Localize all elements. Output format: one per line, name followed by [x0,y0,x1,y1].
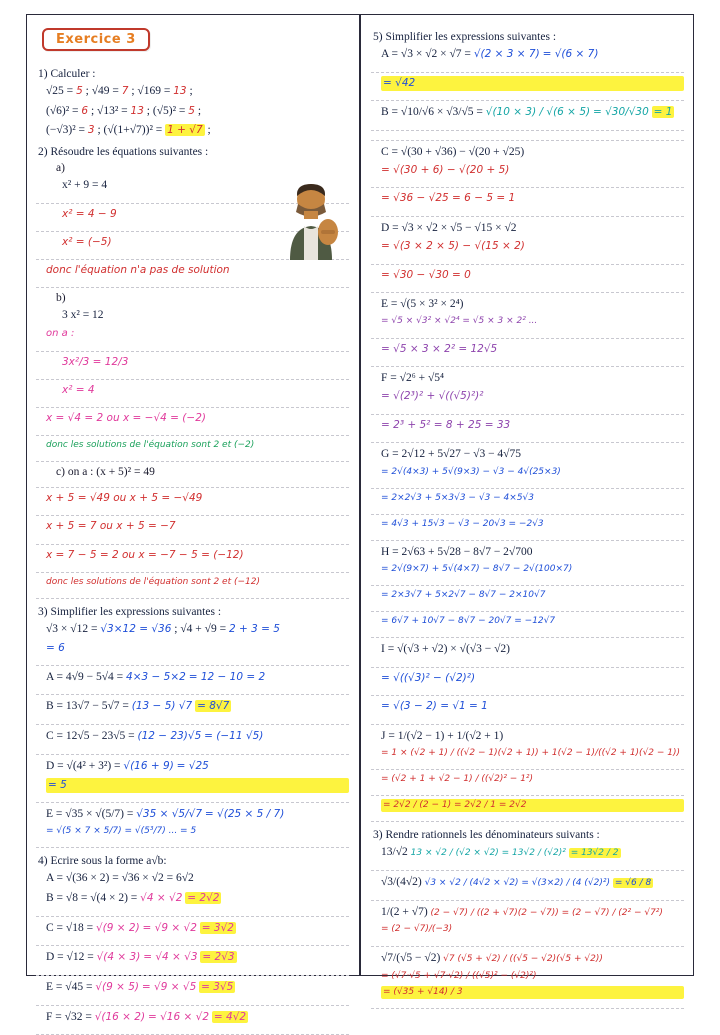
q4-row-1: A = √(36 × 2) = √36 × √2 = 6√2 [46,872,194,885]
q3b-row-1-ink-2: = 13√2 / (√2)² [501,848,566,859]
q4-row-3-print: C = √18 = [46,921,94,934]
q4-row-5-print: E = √45 = [46,981,93,994]
q4-row-4-ink-1: √(4 × 3) [96,951,141,964]
question-3-label: 3) Simplifier les expressions suivantes : [38,605,222,618]
q5-row-B-ink-1: √(10 × 3) / √(6 × 5) [485,105,591,118]
q4-row-3-ink-2: = √9 × √2 [142,921,197,934]
q1-row-3-print-2: ; (√(1+√7))² = [97,124,163,137]
q4-row-5-ink-1: √(9 × 5) [95,981,140,994]
q5-row-B-ink-2: = √30/√30 [592,105,649,118]
question-2-label: 2) Résoudre les équations suivantes : [38,146,209,159]
q2b-work-0: on a : [46,328,75,340]
q4-row-3-ink-3: = 3√2 [201,921,234,934]
q5-row-A-ink-3: = √42 [381,76,684,91]
q3b-row-1-print: 13/√2 [381,846,408,859]
q3-row-1-ink-3: 2 + 3 = 5 [228,622,280,635]
q1-row-2-print-4: ; [197,104,202,117]
right-column [361,14,694,998]
avatar-stop-hand [276,182,346,260]
q3-row-5-print: D = √(4² + 3²) = [46,759,121,772]
q1-row-1 [46,83,349,100]
q4-row-2-ink-1: √4 × √2 [140,892,183,905]
q2c-work-4: donc les solutions de l'équation sont 2 et (−12) [46,576,260,587]
q1-row-1-print-3: ; √169 = [131,85,171,97]
q2c-work-3: x = 7 − 5 = 2 ou x = −7 − 5 = (−12) [46,548,244,561]
q3-row-4 [46,728,349,745]
q3-row-2 [46,669,349,686]
q3b-row-4-ink-1: √7 (√5 + √2) / ((√5 − √2)(√5 + √2)) [443,954,603,965]
q3-row-1-print-2: ; √4 + √9 = [174,622,227,635]
q4-row-6-ink-2: = √16 × √2 [147,1010,209,1023]
q2b-work-3: x = √4 = 2 ou x = −√4 = (−2) [46,411,206,424]
q5-row-F-ink-2: = 2³ + 5² = 8 + 25 = 33 [381,418,511,431]
q1-row-2-answer-2: 13 [130,104,144,117]
q1-row-2-print-2: ; √13² = [90,104,128,117]
q5-row-C-ink-1: = √(30 + 6) − √(20 + 5) [381,164,510,177]
q5-row-C-ink-2: = √36 − √25 = 6 − 5 = 1 [381,192,516,205]
q1-row-1-answer-3: 13 [173,85,187,97]
q3-row-2-ink-1: 4×3 − 5×2 [126,670,186,683]
q3b-row-2-ink-3: = √6 / 8 [614,878,652,889]
q1-row-2 [46,103,349,120]
q5-row-B-ink-3: = 1 [653,105,673,118]
q5-row-B-print: B = √10/√6 × √3/√5 = [381,105,483,118]
q2c-label-text: c) [56,466,65,479]
q5-row-J-ink-1: = 1 × (√2 + 1) / ((√2 − 1)(√2 + 1)) + 1(√2 − 1)/((√2 + 1)(√2 − 1)) [381,748,681,759]
q5-row-A-ink-2: = √(6 × 7) [542,48,599,60]
q1-row-3-print: (−√3)² = [46,124,86,137]
q3b-row-2 [381,874,684,891]
q1-row-3-answer-1: 3 [87,124,95,137]
q5-row-G-ink-1: = 2√(4×3) + 5√(9×3) − √3 − 4√(25×3) [381,466,561,477]
q3b-row-4-ink-3: = (√35 + √14) / 3 [381,986,684,999]
q3b-row-4-print: √7/(√5 − √2) [381,952,441,965]
q4-row-6 [46,1009,349,1026]
q4-row-3 [46,920,349,937]
q1-row-2-answer-1: 6 [81,104,89,117]
q1-row-1-answer-1: 5 [76,85,83,97]
q4-row-6-print: F = √32 = [46,1010,92,1023]
q5-row-I-ink-1: = √((√3)² − (√2)²) [381,672,476,685]
q2a-equation: x² + 9 = 4 [62,179,108,192]
q5-row-B [381,104,684,121]
q5-row-E-ink-2: = √5 × 3 × 2² = 12√5 [381,342,498,355]
q1-row-2-print: (√6)² = [46,104,79,117]
q3-row-6 [46,806,349,823]
q3b-row-3 [381,904,684,937]
q3-row-1 [46,621,349,638]
q5-row-H-ink-1: = 2√(9×7) + 5√(4×7) − 8√7 − 2√(100×7) [381,564,573,575]
q5-row-E-ink-1: = √5 × √3² × √2⁴ = √5 × 3 × 2² ... [381,316,538,327]
q2c-work-1: x + 5 = √49 ou x + 5 = −√49 [46,492,203,505]
q3-row-1-ink-1: √3×12 = √36 [100,622,172,635]
q3-row-2-print: A = 4√9 − 5√4 = [46,670,124,683]
q5-row-C-print: C = √(30 + √36) − √(20 + √25) [381,145,525,158]
q3b-row-3-ink-1: (2 − √7) / ((2 + √7)(2 − √7)) [430,907,559,918]
q3b-row-3-ink-2: = (2 − √7) / (2² − √7²) [561,907,663,918]
q2b-work-1: 3x²/3 = 12/3 [62,355,129,368]
q3b-row-2-print: √3/(4√2) [381,876,422,889]
q2c-label [56,466,349,478]
q1-row-3-answer-2: 1 + √7 [167,124,203,137]
q3-row-2-ink-2: = 12 − 10 = 2 [188,670,266,683]
question-4-label: 4) Ecrire sous la forme a√b: [38,855,167,868]
q5-row-D-ink-1: = √(3 × 2 × 5) − √(15 × 2) [381,240,525,253]
q4-row-4 [46,949,349,966]
q5-row-F-print: F = √2⁶ + √5⁴ [381,371,445,384]
q5-row-J-ink-3: = 2√2 / (2 − 1) = 2√2 / 1 = 2√2 [381,799,684,812]
q3-row-1-print: √3 × √12 = [46,622,98,635]
q1-row-1-answer-2: 7 [121,85,129,97]
q2a-work-3: donc l'équation n'a pas de solution [46,264,230,277]
q4-row-5-ink-2: = √9 × √5 [141,981,197,994]
q3-row-4-print: C = 12√5 − 23√5 = [46,730,135,743]
q1-row-1-print-2: ; √49 = [85,85,119,97]
q5-row-H-print: H = 2√63 + 5√28 − 8√7 − 2√700 [381,545,533,558]
q5-row-G-ink-2: = 2×2√3 + 5×3√3 − √3 − 4×5√3 [381,492,535,503]
q2a-label: a) [56,162,65,175]
q2c-equation: on a : (x + 5)² = 49 [67,466,155,479]
q4-row-4-ink-2: = √4 × √3 [143,951,198,964]
q1-row-2-answer-3: 5 [188,104,195,117]
q3b-row-1-ink-1: 13 × √2 / (√2 × √2) [410,848,499,859]
q4-row-6-ink-1: √(16 × 2) [94,1010,146,1023]
q3-row-3-ink-2: = 8√7 [197,700,230,713]
q2c-work-2: x + 5 = 7 ou x + 5 = −7 [46,520,176,533]
q5-row-G-ink-3: = 4√3 + 15√3 − √3 − 20√3 = −2√3 [381,518,544,529]
q4-row-5 [46,979,349,996]
exercise-badge: Exercice 3 [42,28,150,51]
q4-row-5-ink-3: = 3√5 [201,981,234,994]
q4-row-2 [46,890,349,907]
q5-row-F-ink-1: = √(2³)² + √((√5)²)² [381,390,484,403]
q5-row-A-print: A = √3 × √2 × √7 = [381,48,471,60]
q4-row-6-ink-3: = 4√2 [213,1010,247,1023]
q5-row-D-ink-2: = √30 − √30 = 0 [381,268,471,281]
q4-row-2-ink-2: = 2√2 [187,892,220,905]
q1-row-1-print-4: ; [189,85,193,97]
q5-row-I-print: I = √(√3 + √2) × √(√3 − √2) [381,643,510,656]
q5-row-H-ink-3: = 6√7 + 10√7 − 8√7 − 20√7 = −12√7 [381,616,556,627]
q5-row-A-ink-1: √(2 × 3 × 7) [473,48,540,60]
q2b-work-4: donc les solutions de l'équation sont 2 et (−2) [46,440,255,451]
q4-row-4-print: D = √12 = [46,951,94,964]
q5-row-E-print: E = √(5 × 3² × 2⁴) [381,297,464,310]
q5-row-J-ink-2: = (√2 + 1 + √2 − 1) / ((√2)² − 1²) [381,774,534,785]
q3b-row-4-ink-2: = (√7·√5 + √7·√2) / ((√5)² − (√2)²) [381,970,537,981]
question-1-label: 1) Calculer : [38,68,96,80]
q3b-row-2-ink-2: = √(3×2) / (4 (√2)²) [521,878,610,889]
q3-row-3-print: B = 13√7 − 5√7 = [46,700,129,713]
q3-row-3 [46,698,349,715]
q3-row-6-print: E = √35 × √(5/7) = [46,807,134,820]
q3b-row-3-print: 1/(2 + √7) [381,905,428,918]
q5-row-D-print: D = √3 × √2 × √5 − √15 × √2 [381,221,517,234]
q3-row-6-ink-3: = √(5 × 7 × 5/7) = √(5³/7) ... = 5 [46,826,197,837]
q2a-work-1: x² = 4 − 9 [62,207,117,220]
q3-row-6-ink-1: √35 × √5/√7 [136,807,203,820]
q4-row-4-ink-3: = 2√3 [202,951,235,964]
q2a-work-2: x² = (−5) [62,235,112,248]
q2b-label: b) [56,292,66,305]
q3b-row-2-ink-1: √3 × √2 / (4√2 × √2) [424,878,519,889]
question-5-label: 5) Simplifier les expressions suivantes : [373,31,557,43]
q5-row-A [381,46,684,63]
q4-row-2-print: B = √8 = √(4 × 2) = [46,892,138,905]
q3-row-5-ink-2: = √25 [176,759,209,772]
q3b-row-3-ink-3: = (2 − √7)/(−3) [381,924,453,935]
q5-row-H-ink-2: = 2×3√7 + 5×2√7 − 8√7 − 2×10√7 [381,590,546,601]
q5-row-J-print: J = 1/(√2 − 1) + 1/(√2 + 1) [381,729,504,742]
q3b-row-1 [381,844,684,861]
q1-row-3-print-3: ; [207,124,211,137]
left-column [26,14,359,1023]
q3-row-6-ink-2: = √(25 × 5 / 7) [204,807,285,820]
q3-row-1-ink-2: = 6 [46,641,65,654]
q3b-row-1-ink-3: = 13√2 / 2 [570,848,619,859]
q3-row-4-ink-2: = (−11 √5) [204,730,264,743]
q2b-work-2: x² = 4 [62,383,95,396]
q3-row-4-ink-1: (12 − 23)√5 [137,730,202,743]
q3-row-5-ink-3: = 5 [46,778,349,793]
q5-row-I-ink-2: = √(3 − 2) = √1 = 1 [381,700,488,713]
q5-row-G-print: G = 2√12 + 5√27 − √3 − 4√75 [381,447,521,460]
q1-row-1-print: √25 = [46,85,74,97]
q3-row-5 [46,758,349,775]
question-3b-label: 3) Rendre rationnels les dénominateurs suivants : [373,829,600,842]
q3-row-3-ink-1: (13 − 5) √7 [131,700,193,713]
q2b-equation: 3 x² = 12 [62,309,104,322]
q3b-row-4 [381,950,684,983]
q3-row-5-ink-1: √(16 + 9) [123,759,174,772]
q1-row-3 [46,122,349,139]
q4-row-3-ink-1: √(9 × 2) [95,921,140,934]
q1-row-2-print-3: ; (√5)² = [146,104,186,117]
